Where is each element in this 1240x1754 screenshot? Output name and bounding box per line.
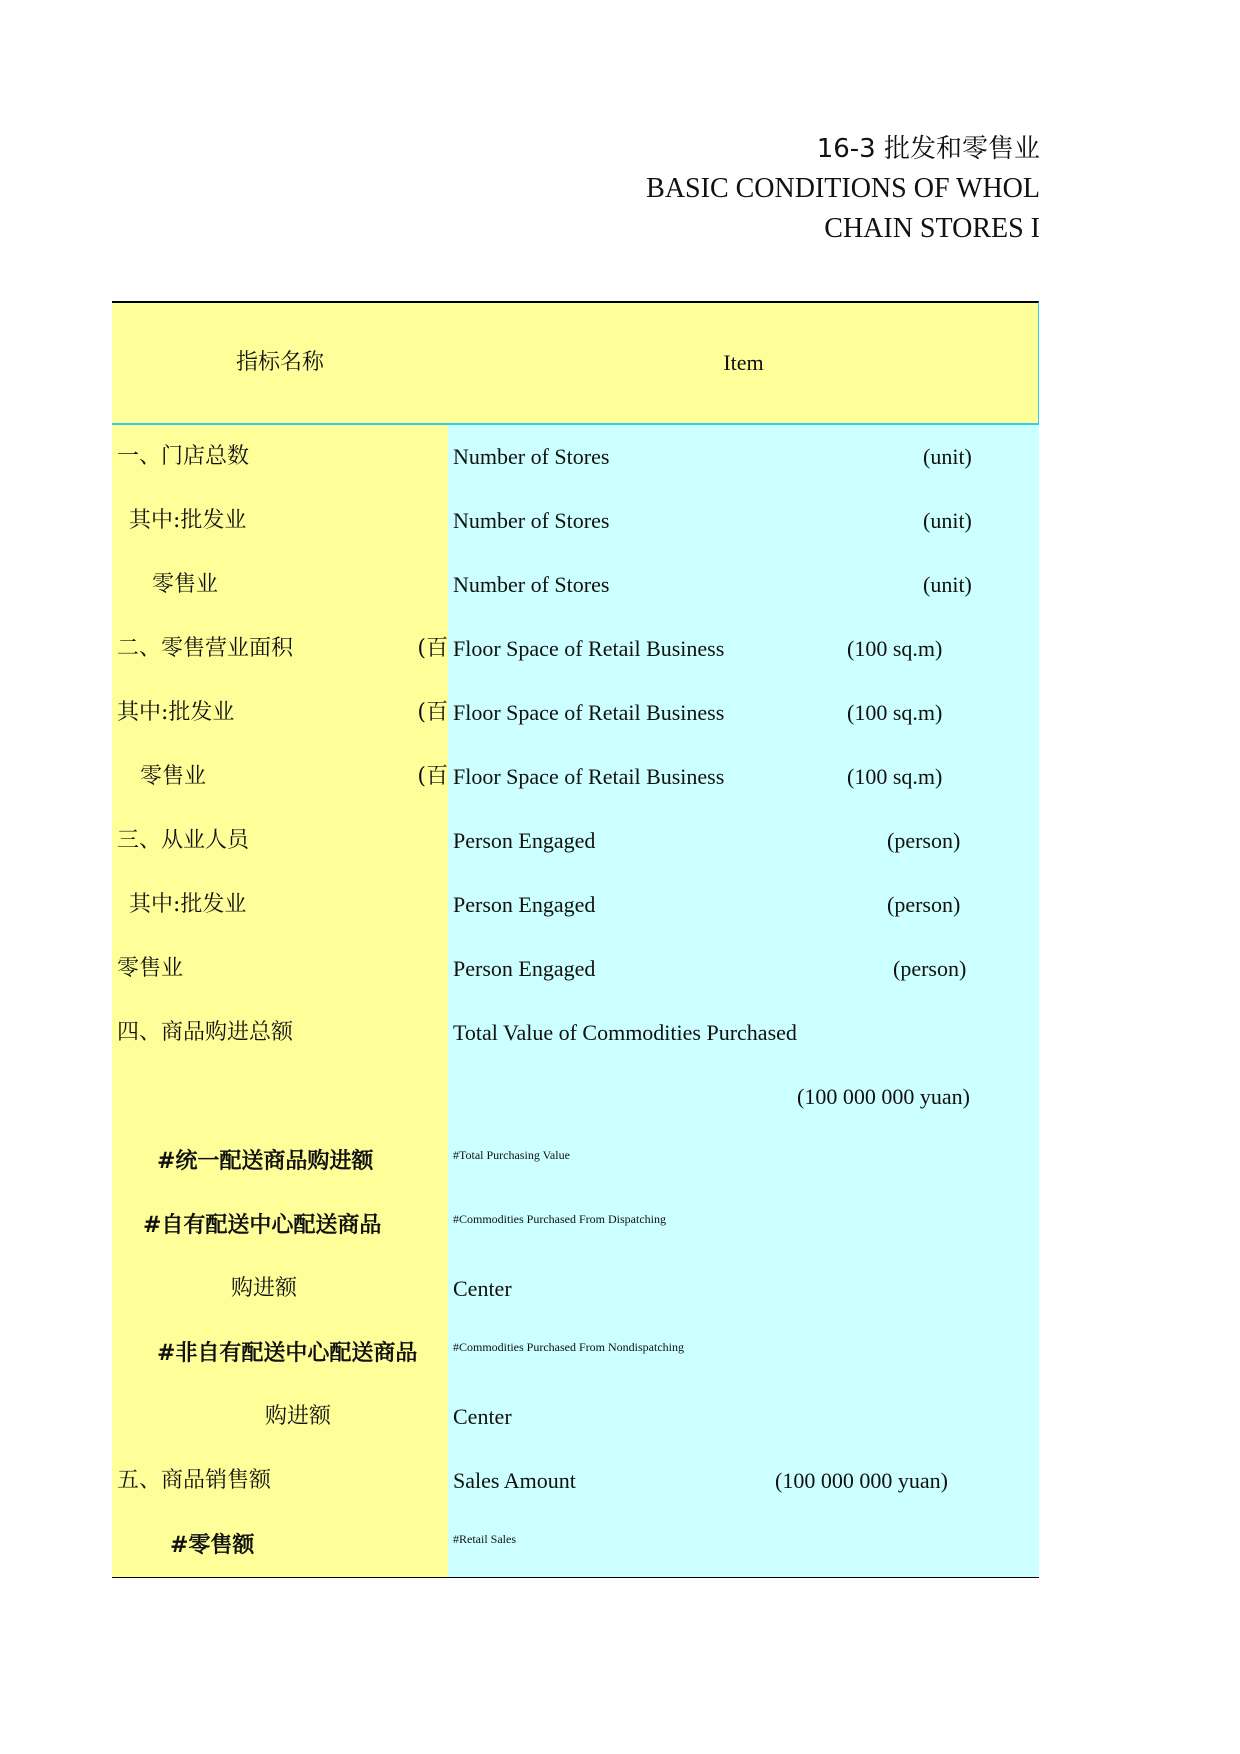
row-en-label: Sales Amount: [453, 1468, 576, 1493]
row-en-cell: [448, 1193, 1039, 1257]
row-zh-label: #自有配送中心配送商品: [143, 1212, 382, 1238]
table-row: [112, 937, 1039, 1001]
title-en-line2: CHAIN STORES I: [824, 213, 1040, 244]
row-zh-label: #统一配送商品购进额: [157, 1148, 374, 1174]
row-zh-cell: [112, 937, 448, 1001]
row-en-label: Number of Stores: [453, 572, 610, 597]
row-unit: (100 000 000 yuan): [775, 1468, 948, 1493]
row-zh-cell: [112, 1193, 448, 1257]
row-zh-cell: [112, 1449, 448, 1513]
row-zh-label: 四、商品购进总额: [117, 1020, 294, 1045]
table-row: [112, 1449, 1039, 1513]
row-zh-label: 一、门店总数: [117, 444, 250, 469]
row-zh-unit: (百: [417, 700, 448, 725]
row-zh-cell: [112, 425, 448, 489]
row-en-cell: [448, 1385, 1039, 1449]
row-en-label: #Commodities Purchased From Dispatching: [453, 1212, 666, 1226]
row-zh-label: 零售业: [117, 956, 184, 981]
table-row: [112, 681, 1039, 745]
row-en-cell: [448, 937, 1039, 1001]
row-en-cell: [448, 809, 1039, 873]
title-en-line1: BASIC CONDITIONS OF WHOL: [646, 173, 1040, 204]
header-zh: 指标名称: [235, 350, 324, 375]
row-zh-label: 五、商品销售额: [117, 1468, 272, 1493]
row-zh-label: 购进额: [231, 1276, 298, 1301]
row-unit: (unit): [923, 508, 972, 533]
row-unit: (unit): [923, 572, 972, 597]
indicator-table: [112, 301, 1039, 1578]
table-row: [112, 1193, 1039, 1257]
row-zh-cell: [112, 1321, 448, 1385]
row-en-label: Number of Stores: [453, 508, 610, 533]
row-en-cell: [448, 553, 1039, 617]
row-en-cell: [448, 1513, 1039, 1577]
row-zh-cell: [112, 553, 448, 617]
row-zh-label: 二、零售营业面积: [117, 636, 294, 661]
row-unit: (100 000 000 yuan): [797, 1084, 970, 1109]
row-zh-cell: [112, 1257, 448, 1321]
row-en-label: Person Engaged: [453, 956, 596, 981]
table-row: [112, 873, 1039, 937]
row-zh-cell: [112, 1513, 448, 1577]
row-en-cell: [448, 873, 1039, 937]
row-en-label: Total Value of Commodities Purchased: [453, 1020, 797, 1045]
header-en: Item: [723, 350, 764, 375]
row-zh-cell: [112, 809, 448, 873]
row-zh-label: 零售业: [140, 764, 207, 789]
table-row: [112, 809, 1039, 873]
row-zh-cell: [112, 681, 448, 745]
row-en-cell: [448, 1257, 1039, 1321]
row-en-cell: [448, 489, 1039, 553]
row-en-label: Center: [453, 1404, 512, 1429]
row-zh-cell: [112, 617, 448, 681]
table-row: [112, 1385, 1039, 1449]
table-row: [112, 1513, 1039, 1577]
row-en-label: #Commodities Purchased From Nondispatching: [453, 1340, 684, 1354]
row-unit: (person): [887, 828, 961, 853]
table-row: [112, 1321, 1039, 1385]
table-header: [112, 301, 1039, 425]
title-zh: 16-3 批发和零售业: [816, 134, 1040, 164]
row-zh-label: 其中:批发业: [117, 700, 235, 725]
row-en-label: Floor Space of Retail Business: [453, 700, 725, 725]
row-zh-label: 购进额: [265, 1404, 332, 1429]
row-zh-label: 其中:批发业: [129, 892, 247, 917]
row-en-label: #Total Purchasing Value: [453, 1148, 570, 1162]
table-row: [112, 1001, 1039, 1065]
row-zh-cell: [112, 1129, 448, 1193]
table-row: [112, 489, 1039, 553]
row-en-cell: [448, 1449, 1039, 1513]
row-en-label: #Retail Sales: [453, 1532, 516, 1546]
row-unit: (100 sq.m): [847, 636, 943, 661]
row-unit: (100 sq.m): [847, 764, 943, 789]
table-row: [112, 1257, 1039, 1321]
row-zh-cell: [112, 1065, 448, 1129]
row-en-label: Floor Space of Retail Business: [453, 636, 725, 661]
row-en-label: Number of Stores: [453, 444, 610, 469]
table-row: [112, 1129, 1039, 1193]
table-row: [112, 745, 1039, 809]
row-zh-label: #非自有配送中心配送商品: [157, 1340, 418, 1366]
row-zh-cell: [112, 745, 448, 809]
row-en-label: Center: [453, 1276, 512, 1301]
row-zh-unit: (百: [417, 636, 448, 661]
row-zh-unit: (百: [417, 764, 448, 789]
row-en-cell: [448, 425, 1039, 489]
row-en-label: Floor Space of Retail Business: [453, 764, 725, 789]
row-en-cell: [448, 1129, 1039, 1193]
row-en-cell: [448, 617, 1039, 681]
row-en-cell: [448, 1321, 1039, 1385]
row-en-cell: [448, 1001, 1039, 1065]
row-en-label: Person Engaged: [453, 892, 596, 917]
table-row: [112, 1065, 1039, 1129]
row-unit: (person): [887, 892, 961, 917]
row-unit: (100 sq.m): [847, 700, 943, 725]
row-zh-cell: [112, 489, 448, 553]
row-unit: (unit): [923, 444, 972, 469]
row-zh-cell: [112, 1385, 448, 1449]
table-body: [112, 425, 1039, 1578]
row-zh-label: #零售额: [170, 1532, 255, 1558]
row-zh-cell: [112, 873, 448, 937]
row-zh-label: 三、从业人员: [117, 828, 250, 853]
row-zh-label: 其中:批发业: [129, 508, 247, 533]
row-en-label: Person Engaged: [453, 828, 596, 853]
table-row: [112, 617, 1039, 681]
row-zh-cell: [112, 1001, 448, 1065]
table-row: [112, 553, 1039, 617]
table-row: [112, 425, 1039, 489]
row-zh-label: 零售业: [152, 572, 219, 597]
row-en-cell: [448, 745, 1039, 809]
row-en-cell: [448, 1065, 1039, 1129]
row-unit: (person): [893, 956, 967, 981]
row-en-cell: [448, 681, 1039, 745]
